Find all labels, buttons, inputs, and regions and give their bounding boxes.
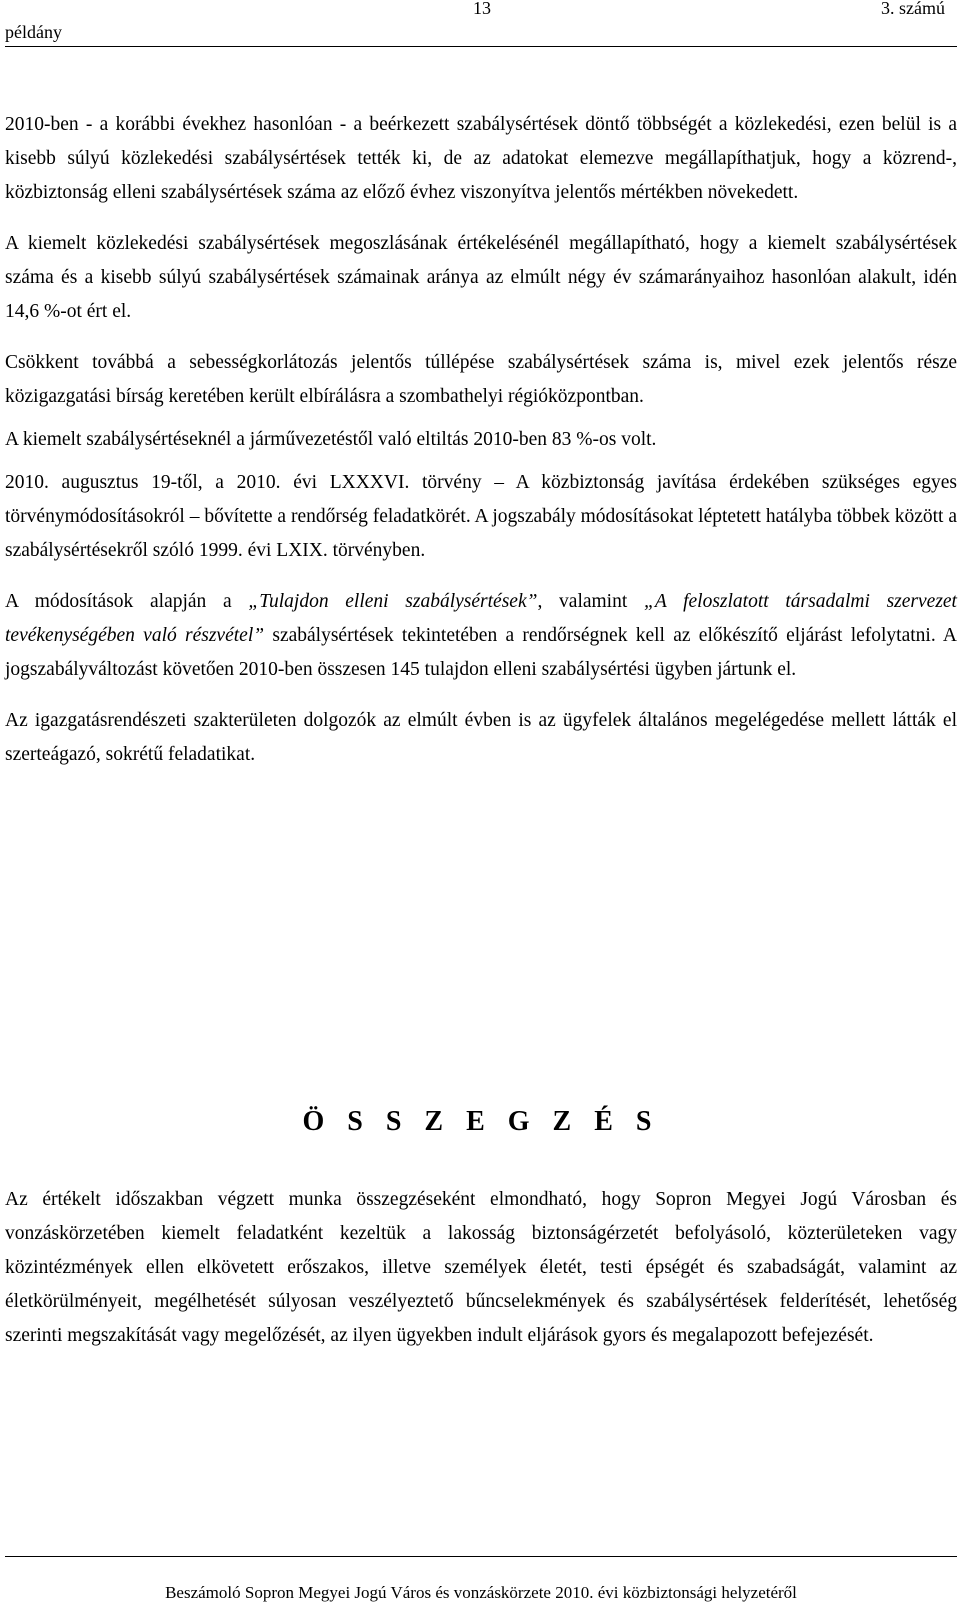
page-number: 13 (473, 0, 491, 18)
body-text (5, 108, 957, 789)
page-footer (5, 1556, 957, 1603)
paragraph-6-end: szabálysértések tekintetében a rendőrségnek kell az előkészítő eljárást lefolytatni. A jogszabályváltozást követően 2010-ben összesen 145 tulajdon elleni szabálysértési ügyben jártunk el. (5, 625, 957, 680)
paragraph-7: Az igazgatásrendészeti szakterületen dolgozók az elmúlt évben is az ügyfelek általános megelégedése mellett látták el szerteágazó, sokrétű feladatikat. (5, 710, 957, 765)
paragraph-6-start: A módosítások alapján a (5, 591, 249, 612)
paragraph-5-text: 2010. augusztus 19-től, a 2010. évi LXXXVI. törvény – A közbiztonság javítása érdekében szükséges egyes törvénymódosításokról – bővítette a rendőrség feladatkörét. A jogszabály módosításokat léptetett hatályba többek között a szabálysértésekről szóló 1999. évi LXIX. törvényben. (5, 472, 957, 561)
paragraph-6-quote-1: „Tulajdon elleni szabálysértések” (248, 591, 538, 612)
summary-heading: Ö S S Z E G Z É S (302, 1106, 660, 1137)
paragraph-1: 2010-ben - a korábbi évekhez hasonlóan - a beérkezett szabálysértések döntő többségét a közlekedési, ezen belül is a kisebb súlyú közlekedési szabálysértések tették ki, de az adatokat elemezve megállapíthatjuk, hogy a közrend-, közbiztonság elleni szabálysértések száma az előző évhez viszonyítva jelentős mértékben növekedett. (5, 114, 957, 203)
footer-text: Beszámoló Sopron Megyei Jogú Város és vonzáskörzete 2010. évi közbiztonsági helyzetéről (165, 1583, 797, 1602)
header-right-text: 3. számú (881, 0, 945, 18)
paragraph-4: A kiemelt szabálysértéseknél a járművezetéstől való eltiltás 2010-ben 83 %-os volt. (5, 429, 657, 450)
paragraph-6-quote-2: „A feloszlatott társadalmi szervezet tevékenységében való részvétel” (5, 591, 957, 646)
paragraph-3: Csökkent továbbá a sebességkorlátozás jelentős túllépése szabálysértések száma is, mivel ezek jelentős része közigazgatási bírság keretében került elbírálásra a szombathelyi régióközpontban. (5, 352, 957, 407)
header-left-text: példány (5, 22, 62, 42)
paragraph-6-mid: , valamint (537, 591, 644, 612)
summary-paragraph: Az értékelt időszakban végzett munka összegzéseként elmondható, hogy Sopron Megyei Jogú Városban és vonzáskörzetében kiemelt feladatként kezeltük a lakosság biztonságérzetét befolyásoló, közterületeken vagy közintézmények ellen elkövetett erőszakos, illetve személyek életét, testi épségét és szabadságát, valamint az életkörülményeit, megélhetését súlyosan veszélyeztető bűncselekmények és szabálysértések felderítését, lehetőség szerinti megszakítását vagy megelőzését, az ilyen ügyekben indult eljárások gyors és megalapozott befejezését. (5, 1189, 957, 1346)
paragraph-2: A kiemelt közlekedési szabálysértések megoszlásának értékelésénél megállapítható, hogy a kiemelt szabálysértések száma és a kisebb súlyú szabálysértések számainak aránya az elmúlt négy év számarányaihoz hasonlóan alakult, idén 14,6 %-ot ért el. (5, 233, 957, 322)
paragraph-6 (5, 585, 957, 687)
page-header (5, 0, 957, 47)
paragraph-5 (5, 466, 957, 568)
